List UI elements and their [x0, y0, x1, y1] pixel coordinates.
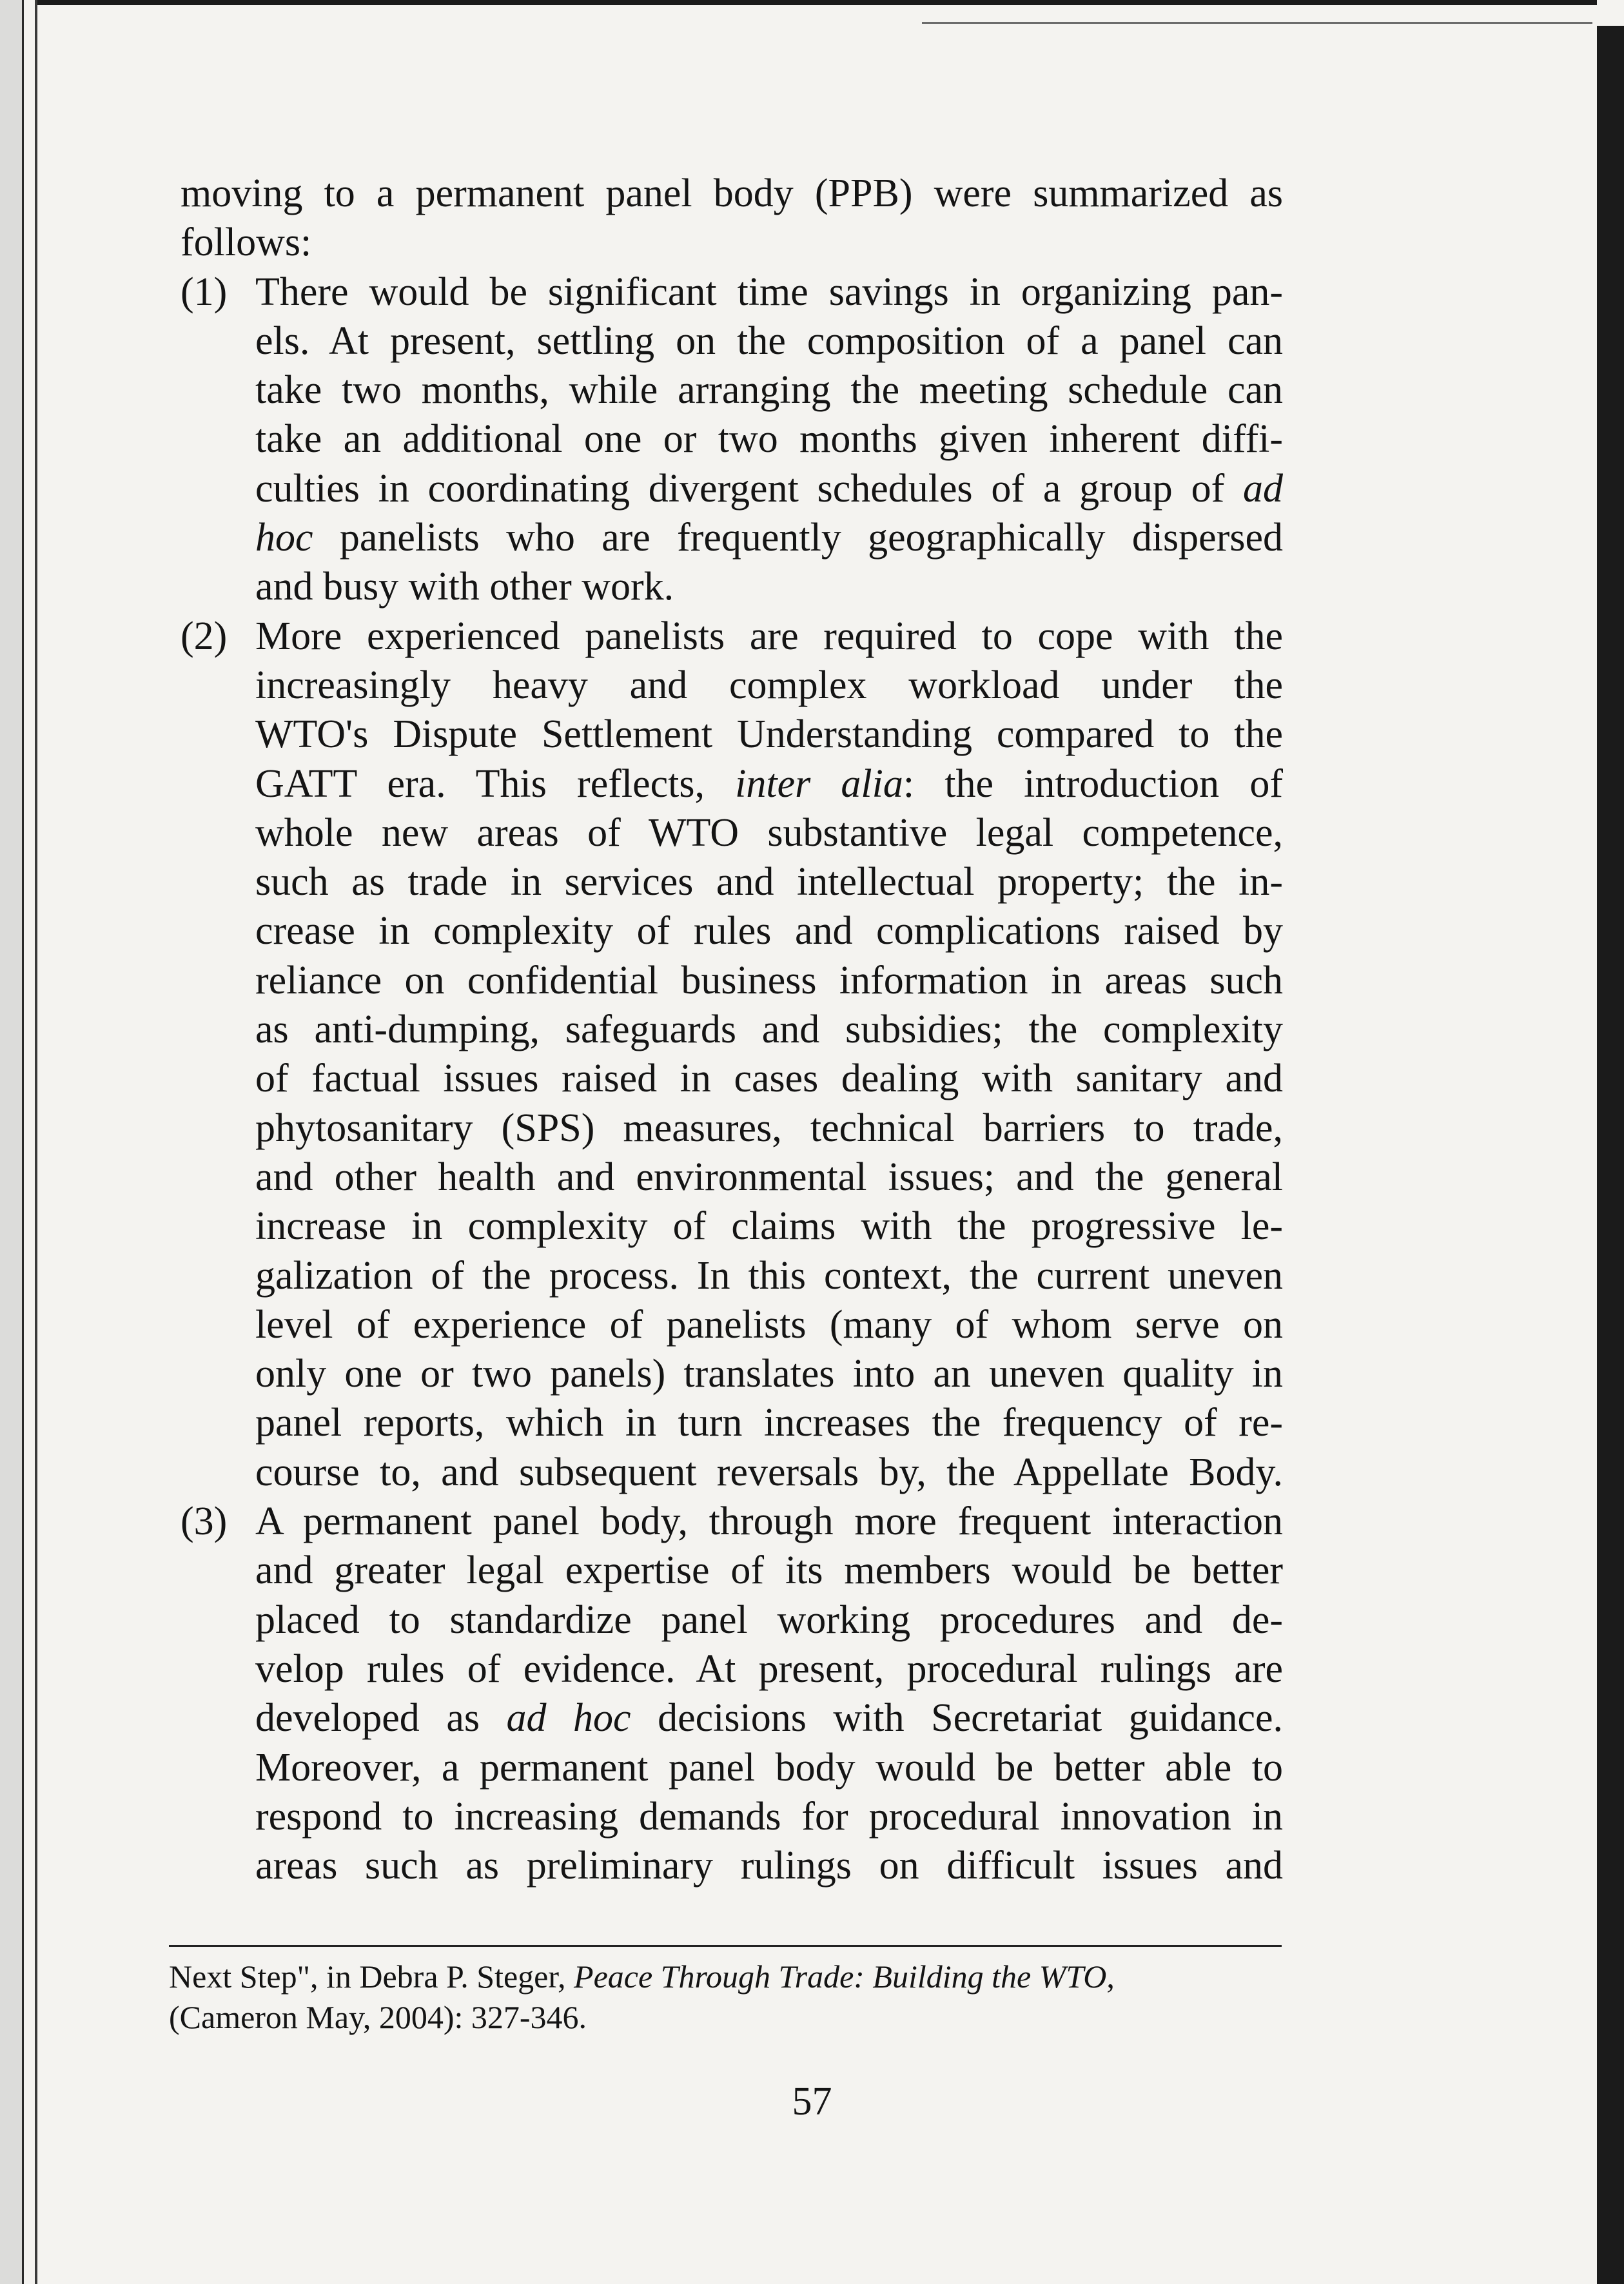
footnote-line: (Cameron May, 2004): 327-346.: [169, 1999, 587, 2035]
italic-text: ad hoc: [506, 1696, 631, 1741]
text-line: and busy with other work.: [255, 565, 674, 609]
text-run: culties in coordinating divergent schedules of a group of: [255, 466, 1225, 511]
text-line: reliance on confidential business information in areas such: [255, 958, 1283, 1002]
text-run: decisions with Secretariat guidance.: [631, 1696, 1283, 1741]
text-line: course to, and subsequent reversals by, the Appellate Body.: [255, 1450, 1283, 1494]
text-line: follows:: [181, 220, 312, 265]
text-run: GATT era. This reflects,: [255, 761, 705, 806]
text-line: [181, 759, 1283, 808]
italic-text: ad: [1243, 466, 1283, 511]
text-line: of factual issues raised in cases dealing with sanitary and: [255, 1057, 1283, 1101]
text-line: such as trade in services and intellectual property; the in-: [255, 860, 1283, 904]
list-item-3: [181, 1497, 1283, 1890]
text-line: only one or two panels) translates into an uneven quality in: [255, 1352, 1283, 1396]
text-line: Moreover, a permanent panel body would be better able to: [255, 1745, 1283, 1790]
footnote-line: [169, 1957, 1282, 1997]
list-number: (1): [181, 269, 228, 314]
text-line: phytosanitary (SPS) measures, technical barriers to trade,: [255, 1106, 1283, 1150]
footnote: [169, 1957, 1282, 2038]
text-line: More experienced panelists are required to cope with the: [255, 614, 1283, 658]
list-number: (2): [181, 614, 228, 658]
text-line: WTO's Dispute Settlement Understanding compared to the: [255, 712, 1283, 757]
footnote-book-title: Peace Through Trade: Building the WTO: [574, 1958, 1107, 1995]
main-text: [181, 169, 1283, 1890]
text-line: els. At present, settling on the composition of a panel can: [255, 318, 1283, 363]
text-line: increase in complexity of claims with the progressive le-: [255, 1204, 1283, 1249]
text-line: take an additional one or two months given inherent diffi-: [255, 417, 1283, 462]
scan-edge-right: [1597, 26, 1624, 2284]
list-number: (3): [181, 1499, 228, 1544]
text-line: respond to increasing demands for procedural innovation in: [255, 1794, 1283, 1839]
list-item-2: [181, 612, 1283, 1497]
text-line: moving to a permanent panel body (PPB) were summarized as: [181, 171, 1283, 215]
footnote-text: Next Step", in Debra P. Steger,: [169, 1958, 574, 1995]
text-line: galization of the process. In this context, the current uneven: [255, 1253, 1283, 1298]
text-line: level of experience of panelists (many of whom serve on: [255, 1302, 1283, 1347]
italic-text: hoc: [255, 516, 313, 560]
text-line: as anti-dumping, safeguards and subsidies; the complexity: [255, 1008, 1283, 1052]
scan-top-line: [922, 22, 1592, 24]
text-line: [181, 464, 1283, 513]
text-line: whole new areas of WTO substantive legal competence,: [255, 810, 1283, 855]
text-line: A permanent panel body, through more frequent interaction: [255, 1499, 1283, 1544]
text-line: velop rules of evidence. At present, procedural rulings are: [255, 1646, 1283, 1691]
text-line: [181, 1693, 1283, 1742]
list-item-1: [181, 268, 1283, 612]
text-line: areas such as preliminary rulings on difficult issues and: [255, 1844, 1283, 1888]
text-line: increasingly heavy and complex workload under the: [255, 663, 1283, 707]
text-run: panelists who are frequently geographically dispersed: [313, 516, 1283, 560]
italic-text: inter alia: [735, 761, 903, 806]
text-run: : the introduction of: [903, 761, 1283, 806]
text-line: crease in complexity of rules and complications raised by: [255, 909, 1283, 953]
footnote-separator: [169, 1945, 1282, 1947]
page-number: 57: [792, 2080, 832, 2123]
text-line: and other health and environmental issues; and the general: [255, 1155, 1283, 1199]
text-line: placed to standardize panel working procedures and de-: [255, 1597, 1283, 1642]
scan-edge-left-line: [35, 0, 37, 2284]
scan-edge-top: [37, 0, 1597, 5]
text-line: There would be significant time savings in organizing pan-: [255, 269, 1283, 314]
scan-edge-left: [0, 0, 24, 2284]
text-line: and greater legal expertise of its members would be better: [255, 1548, 1283, 1593]
text-line: panel reports, which in turn increases the frequency of re-: [255, 1401, 1283, 1445]
footnote-text: ,: [1106, 1958, 1115, 1995]
text-line: take two months, while arranging the meeting schedule can: [255, 368, 1283, 413]
text-run: developed as: [255, 1696, 480, 1741]
text-line: [181, 513, 1283, 562]
